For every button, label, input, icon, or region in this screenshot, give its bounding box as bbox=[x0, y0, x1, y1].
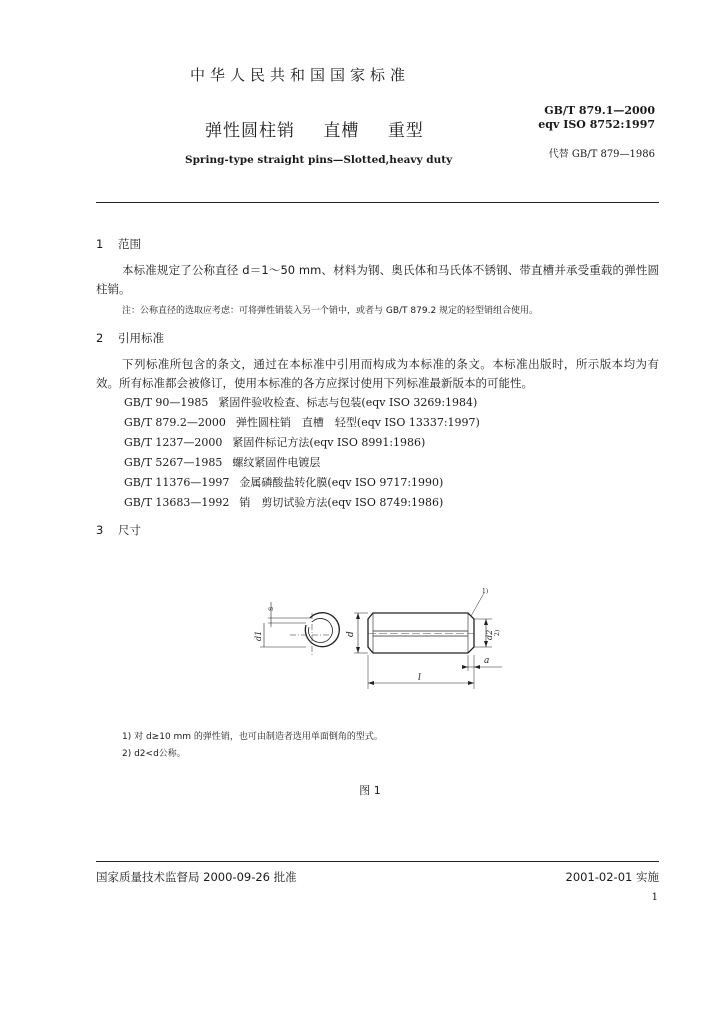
reference-title: 紧固件验收检查、标志与包装(eqv ISO 3269:1984) bbox=[218, 396, 478, 409]
section-2-paragraph: 下列标准所包含的条文，通过在本标准中引用而构成为本标准的条文。本标准出版时，所示版本均为有效。所有标准都会被修订，使用本标准的各方应探讨使用下列标准最新版本的可能性。 bbox=[96, 357, 659, 390]
section-1-heading bbox=[96, 236, 141, 252]
reference-title: 销 剪切试验方法(eqv ISO 8749:1986) bbox=[239, 496, 444, 509]
section-number: 3 bbox=[96, 523, 104, 537]
section-2-heading bbox=[96, 330, 164, 346]
reference-item bbox=[124, 494, 443, 510]
reference-title: 弹性圆柱销 直槽 轻型(eqv ISO 13337:1997) bbox=[235, 416, 480, 429]
reference-code: GB/T 5267—1985 bbox=[124, 456, 223, 469]
section-number: 2 bbox=[96, 331, 104, 345]
section-title: 引用标准 bbox=[118, 331, 164, 345]
reference-code: GB/T 11376—1997 bbox=[124, 476, 230, 489]
replaces-standard: 代替 GB/T 879—1986 bbox=[548, 149, 655, 160]
reference-item bbox=[124, 394, 477, 410]
reference-item bbox=[124, 474, 443, 490]
country-standard-title: 中华人民共和国国家标准 bbox=[190, 66, 411, 84]
section-title: 尺寸 bbox=[118, 523, 141, 537]
figure-footnote: 2) d2<d公称。 bbox=[122, 749, 186, 759]
side-view bbox=[354, 593, 502, 689]
standard-number-block bbox=[505, 104, 655, 132]
title-part: 直槽 bbox=[323, 121, 360, 141]
footer-divider bbox=[96, 861, 659, 862]
document-title-en: Spring-type straight pins—Slotted,heavy duty bbox=[185, 154, 453, 166]
reference-code: GB/T 879.2—2000 bbox=[124, 416, 226, 429]
reference-item bbox=[124, 414, 480, 430]
title-part: 弹性圆柱销 bbox=[205, 121, 295, 141]
label-d1: d1 bbox=[254, 630, 263, 641]
implementation-date: 2001-02-01 实施 bbox=[565, 870, 659, 884]
label-d: d bbox=[346, 631, 356, 637]
reference-title: 紧固件标记方法(eqv ISO 8991:1986) bbox=[232, 436, 426, 449]
reference-title: 金属磷酸盐转化膜(eqv ISO 9717:1990) bbox=[239, 476, 444, 489]
label-ref2: 2) bbox=[494, 629, 501, 636]
figure-footnote: 1) 对 d≥10 mm 的弹性销，也可由制造者选用单面倒角的型式。 bbox=[122, 732, 383, 742]
label-d2: d2 bbox=[485, 629, 494, 640]
pin-technical-drawing bbox=[240, 585, 520, 695]
equivalent-standard: eqv ISO 8752:1997 bbox=[538, 118, 655, 131]
label-ref1: 1) bbox=[482, 588, 489, 595]
reference-code: GB/T 90—1985 bbox=[124, 396, 209, 409]
document-title-cn bbox=[205, 116, 446, 141]
reference-item bbox=[124, 454, 320, 470]
figure-caption: 图 1 bbox=[359, 784, 381, 797]
label-a: a bbox=[484, 656, 490, 666]
label-s: s bbox=[266, 606, 275, 611]
section-1-paragraph: 本标准规定了公称直径 d＝1～50 mm、材料为钢、奥氏体和马氏体不锈钢、带直槽并承受重载的弹性圆柱销。 bbox=[96, 263, 659, 296]
section-title: 范围 bbox=[118, 237, 141, 251]
title-part: 重型 bbox=[387, 121, 424, 141]
section-3-heading bbox=[96, 522, 141, 538]
reference-code: GB/T 13683—1992 bbox=[124, 496, 230, 509]
standard-number: GB/T 879.1—2000 bbox=[544, 104, 655, 117]
reference-code: GB/T 1237—2000 bbox=[124, 436, 223, 449]
page-number: 1 bbox=[651, 892, 658, 903]
header-divider bbox=[96, 202, 659, 203]
section-number: 1 bbox=[96, 237, 104, 251]
section-1-note: 注：公称直径的选取应考虑：可将弹性销装入另一个销中，或者与 GB/T 879.2 规定的轻型销组合使用。 bbox=[122, 306, 539, 316]
reference-title: 螺纹紧固件电镀层 bbox=[232, 456, 321, 469]
approval-date: 国家质量技术监督局 2000-09-26 批准 bbox=[96, 870, 297, 884]
label-l: l bbox=[418, 673, 421, 683]
reference-item bbox=[124, 434, 425, 450]
